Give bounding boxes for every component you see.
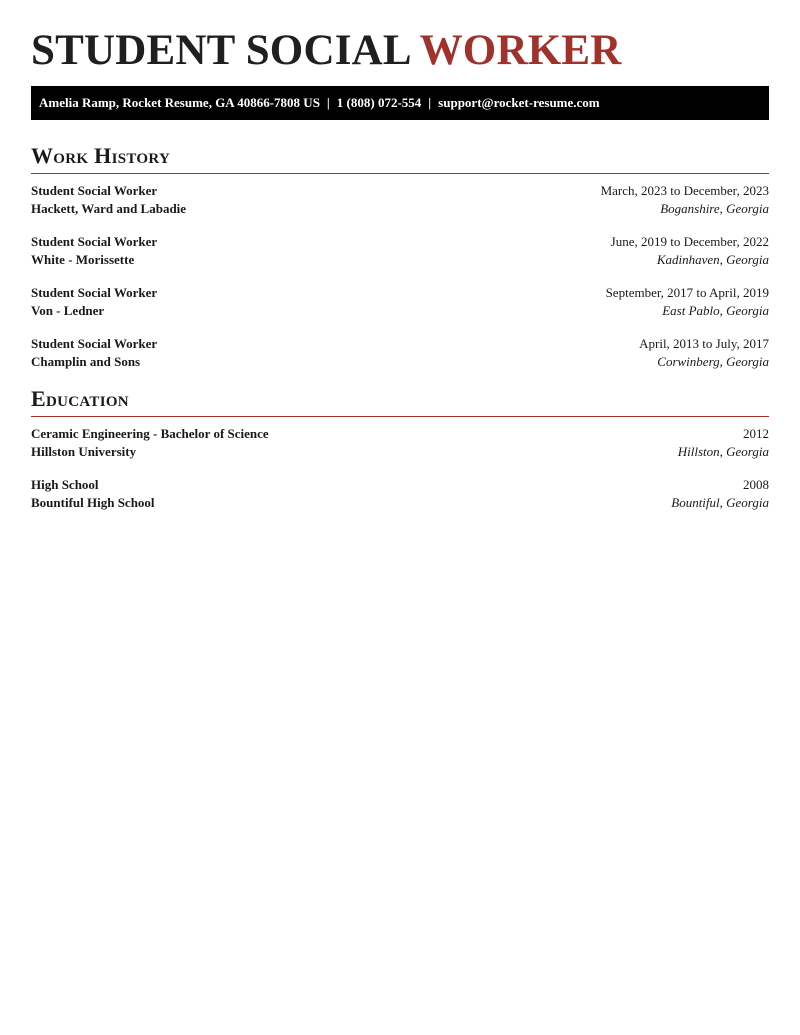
title-accent-part: WORKER: [419, 27, 622, 74]
graduation-year: 2012: [743, 426, 769, 441]
education-entry-top-row: [31, 425, 769, 443]
work-entry: [31, 182, 769, 218]
contact-phone: 1 (808) 072-554: [336, 95, 422, 110]
contact-bar: [31, 86, 769, 120]
work-entry-top-row: [31, 182, 769, 200]
job-location: Kadinhaven, Georgia: [656, 252, 769, 267]
section-divider: [31, 416, 769, 417]
education-entry: [31, 425, 769, 461]
contact-address: Amelia Ramp, Rocket Resume, GA 40866-7808 US: [39, 95, 320, 110]
job-dates: September, 2017 to April, 2019: [605, 285, 769, 300]
work-entry-bottom-row: [31, 251, 769, 269]
school-name: Hillston University: [31, 444, 137, 459]
contact-email: support@rocket-resume.com: [438, 95, 600, 110]
work-entry-bottom-row: [31, 353, 769, 371]
work-entry: [31, 284, 769, 320]
job-dates: March, 2023 to December, 2023: [600, 183, 769, 198]
work-entry: [31, 233, 769, 269]
job-title: Student Social Worker: [31, 183, 158, 198]
work-entry-bottom-row: [31, 200, 769, 218]
education-entry-bottom-row: [31, 494, 769, 512]
education-entry-top-row: [31, 476, 769, 494]
job-location: Boganshire, Georgia: [660, 201, 769, 216]
work-entry-top-row: [31, 284, 769, 302]
education-entry-bottom-row: [31, 443, 769, 461]
graduation-year: 2008: [743, 477, 769, 492]
job-dates: April, 2013 to July, 2017: [639, 336, 769, 351]
education-section: [31, 386, 769, 512]
degree-name: High School: [31, 477, 99, 492]
job-title: Student Social Worker: [31, 285, 158, 300]
job-location: East Pablo, Georgia: [662, 303, 769, 318]
contact-separator: |: [326, 95, 330, 110]
job-location: Corwinberg, Georgia: [657, 354, 769, 369]
resume-title: [31, 0, 769, 74]
education-heading: Education: [31, 386, 129, 411]
degree-name: Ceramic Engineering - Bachelor of Science: [31, 426, 269, 441]
title-first-part: STUDENT SOCIAL: [31, 27, 410, 74]
work-entry-top-row: [31, 335, 769, 353]
work-entry-bottom-row: [31, 302, 769, 320]
work-history-list: [31, 182, 769, 371]
work-history-heading: Work History: [31, 143, 171, 168]
school-name: Bountiful High School: [31, 495, 155, 510]
company-name: Hackett, Ward and Labadie: [31, 201, 187, 216]
contact-separator: |: [428, 95, 432, 110]
work-entry: [31, 335, 769, 371]
company-name: Champlin and Sons: [31, 354, 141, 369]
section-divider: [31, 173, 769, 174]
work-entry-top-row: [31, 233, 769, 251]
company-name: White - Morissette: [31, 252, 135, 267]
work-history-section: [31, 143, 769, 371]
job-title: Student Social Worker: [31, 234, 158, 249]
school-location: Hillston, Georgia: [677, 444, 769, 459]
job-dates: June, 2019 to December, 2022: [610, 234, 769, 249]
education-list: [31, 425, 769, 512]
company-name: Von - Ledner: [31, 303, 105, 318]
education-entry: [31, 476, 769, 512]
job-title: Student Social Worker: [31, 336, 158, 351]
school-location: Bountiful, Georgia: [671, 495, 769, 510]
